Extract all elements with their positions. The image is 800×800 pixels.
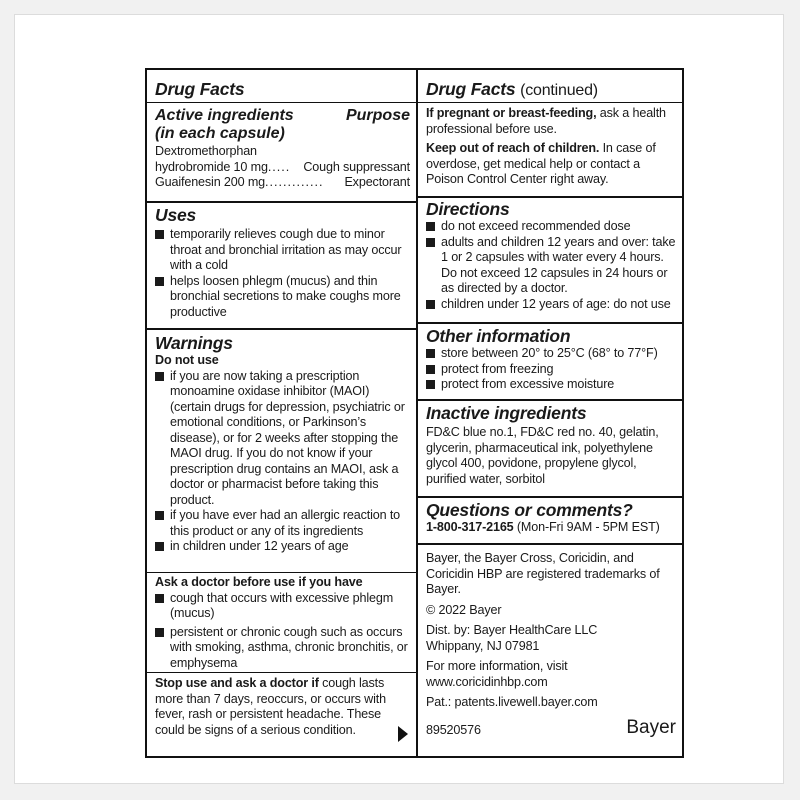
other-information-title: Other information — [426, 326, 571, 346]
drug-facts-title: Drug Facts — [155, 79, 245, 99]
questions-section — [418, 500, 682, 536]
continue-arrow-icon — [398, 726, 408, 742]
drug-facts-continued-title — [426, 79, 676, 101]
questions-contact — [426, 520, 676, 536]
bullet-icon — [426, 238, 435, 247]
drug-facts-header — [147, 79, 416, 99]
subsection-rule — [147, 572, 416, 573]
keep-out-bold: Keep out of reach of children. — [426, 141, 600, 155]
panel-bottom-rule — [418, 543, 682, 545]
list-item — [426, 219, 676, 235]
more-info-line: For more information, visit — [426, 659, 568, 673]
active-ingredients-subtitle: (in each capsule) — [155, 125, 285, 142]
questions-title: Questions or comments? — [426, 500, 633, 520]
bullet-icon — [155, 542, 164, 551]
list-item — [155, 625, 410, 672]
drug-facts-panel — [145, 68, 684, 758]
stop-use-bold: Stop use and ask a doctor if — [155, 676, 319, 690]
do-not-use-heading: Do not use — [155, 353, 219, 367]
bullet-icon — [155, 511, 164, 520]
list-item — [155, 508, 410, 539]
distributor-address: Whippany, NJ 07981 — [426, 638, 540, 653]
product-code: 89520576 — [426, 723, 481, 737]
bullet-icon — [155, 277, 164, 286]
bullet-icon — [155, 230, 164, 239]
trademark-text: Bayer, the Bayer Cross, Coricidin, and Coricidin HBP are registered trademarks of Bayer. — [426, 551, 660, 596]
list-item — [426, 346, 676, 362]
directions-title: Directions — [426, 199, 510, 219]
uses-title: Uses — [155, 205, 197, 225]
section-rule — [147, 201, 416, 203]
list-item-text: helps loosen phlegm (mucus) and thin bronchial secretions to make coughs more productive — [170, 273, 401, 319]
ingredient-name: Guaifenesin 200 mg — [155, 175, 266, 189]
warnings-title: Warnings — [155, 333, 233, 353]
continued-title-text: Drug Facts — [426, 79, 516, 99]
bullet-icon — [426, 222, 435, 231]
keep-out-text — [426, 141, 676, 188]
list-item-text: if you have ever had an allergic reaction to this product or any of its ingredients — [170, 508, 401, 538]
ingredient-purpose: Expectorant — [344, 175, 410, 189]
ask-doctor-heading: Ask a doctor before use if you have — [155, 575, 363, 589]
copyright-text: © 2022 Bayer — [426, 602, 502, 617]
list-item-text: cough that occurs with excessive phlegm (mucus) — [170, 590, 394, 620]
list-item — [426, 362, 676, 378]
ingredient-line: Dextromethorphan — [155, 144, 257, 158]
directions-section — [418, 199, 682, 312]
ask-doctor-section — [147, 575, 416, 671]
pregnancy-body: ask a health professional before use. — [426, 106, 666, 136]
list-item-text: temporarily relieves cough due to minor throat and bronchial irritation as may occur with a cold — [170, 227, 402, 272]
section-rule — [418, 196, 682, 198]
bullet-icon — [155, 628, 164, 637]
website-link[interactable]: www.coricidinhbp.com — [426, 674, 548, 689]
section-rule — [418, 496, 682, 498]
code-row — [426, 717, 676, 739]
header-rule — [418, 102, 682, 103]
list-item-text: persistent or chronic cough such as occurs with smoking, asthma, chronic bronchitis, or emphysema — [170, 624, 408, 670]
leader-dots: ..... — [267, 159, 291, 174]
subsection-rule — [147, 672, 416, 673]
other-information-section — [418, 326, 682, 393]
purpose-title: Purpose — [345, 107, 410, 124]
inactive-ingredients-section — [418, 403, 682, 487]
list-item — [155, 369, 410, 509]
bayer-brand: Bayer — [626, 716, 676, 738]
list-item — [155, 227, 410, 274]
active-ingredients-title: Active ingredients — [155, 107, 294, 124]
phone-hours: (Mon-Fri 9AM - 5PM EST) — [513, 520, 660, 534]
list-item-text: children under 12 years of age: do not use — [441, 296, 671, 311]
phone-number[interactable]: 1-800-317-2165 — [426, 520, 514, 534]
keep-out-body: In case of overdose, get medical help or contact a Poison Control Center right away. — [426, 141, 656, 186]
inactive-ingredients-text: FD&C blue no.1, FD&C red no. 40, gelatin, glycerin, pharmaceutical ink, polyethylene glycol 400, povidone, propylene glycol, purified water, sorbitol — [426, 425, 659, 486]
inactive-ingredients-title: Inactive ingredients — [426, 403, 587, 423]
active-ingredients-section — [147, 107, 416, 191]
bullet-icon — [426, 300, 435, 309]
ingredient-row — [155, 160, 410, 176]
list-item — [155, 274, 410, 321]
bullet-icon — [155, 594, 164, 603]
right-column — [418, 70, 682, 756]
pregnancy-section — [418, 106, 682, 188]
section-rule — [418, 399, 682, 401]
left-column — [147, 70, 416, 756]
list-item-text: store between 20° to 25°C (68° to 77°F) — [441, 346, 658, 360]
list-item-text: if you are now taking a prescription monoamine oxidase inhibitor (MAOI) (certain drugs for depression, psychiatric or emotional conditions, or Parkinson’s disease), or for 2 weeks after stopping the MAOI drug. If you do not know if your prescription drug contains an MAOI, ask a doctor or pharmacist before taking this product. — [170, 368, 405, 507]
list-item — [426, 297, 676, 313]
list-item — [426, 377, 676, 393]
ingredient-name: hydrobromide 10 mg — [155, 159, 268, 174]
distributor-line: Dist. by: Bayer HealthCare LLC — [426, 623, 598, 637]
ingredient-purpose: Cough suppressant — [303, 159, 410, 174]
list-item — [426, 235, 676, 297]
pregnancy-text — [426, 106, 676, 137]
list-item-text: protect from excessive moisture — [441, 377, 615, 391]
bullet-icon — [426, 349, 435, 358]
list-item — [155, 539, 410, 555]
warnings-section — [147, 333, 416, 555]
bullet-icon — [426, 380, 435, 389]
list-item-text: adults and children 12 years and over: take 1 or 2 capsules with water every 4 hours. Do not exceed 12 capsules in 24 hours or as directed by a doctor. — [441, 234, 676, 295]
leader-dots: ............. — [265, 175, 324, 189]
pregnancy-bold: If pregnant or breast-feeding, — [426, 106, 597, 120]
stop-use-body: cough lasts more than 7 days, reoccurs, or occurs with fever, rash or persistent headache. These could be signs of a serious condition. — [155, 676, 386, 737]
bullet-icon — [155, 372, 164, 381]
list-item — [155, 591, 410, 622]
uses-section — [147, 205, 416, 320]
list-item-text: in children under 12 years of age — [170, 539, 349, 553]
section-rule — [147, 328, 416, 330]
section-rule — [418, 322, 682, 324]
stop-use-text — [155, 676, 394, 738]
list-item-text: do not exceed recommended dose — [441, 219, 631, 233]
continued-label: (continued) — [520, 82, 598, 99]
ingredient-row — [155, 175, 410, 191]
manufacturer-info — [418, 551, 682, 739]
continued-header — [418, 79, 682, 101]
list-item-text: protect from freezing — [441, 361, 554, 376]
label-card — [14, 14, 784, 784]
patents-link[interactable]: Pat.: patents.livewell.bayer.com — [426, 695, 598, 709]
stop-use-section — [147, 676, 416, 738]
bullet-icon — [426, 365, 435, 374]
header-rule — [147, 102, 416, 103]
